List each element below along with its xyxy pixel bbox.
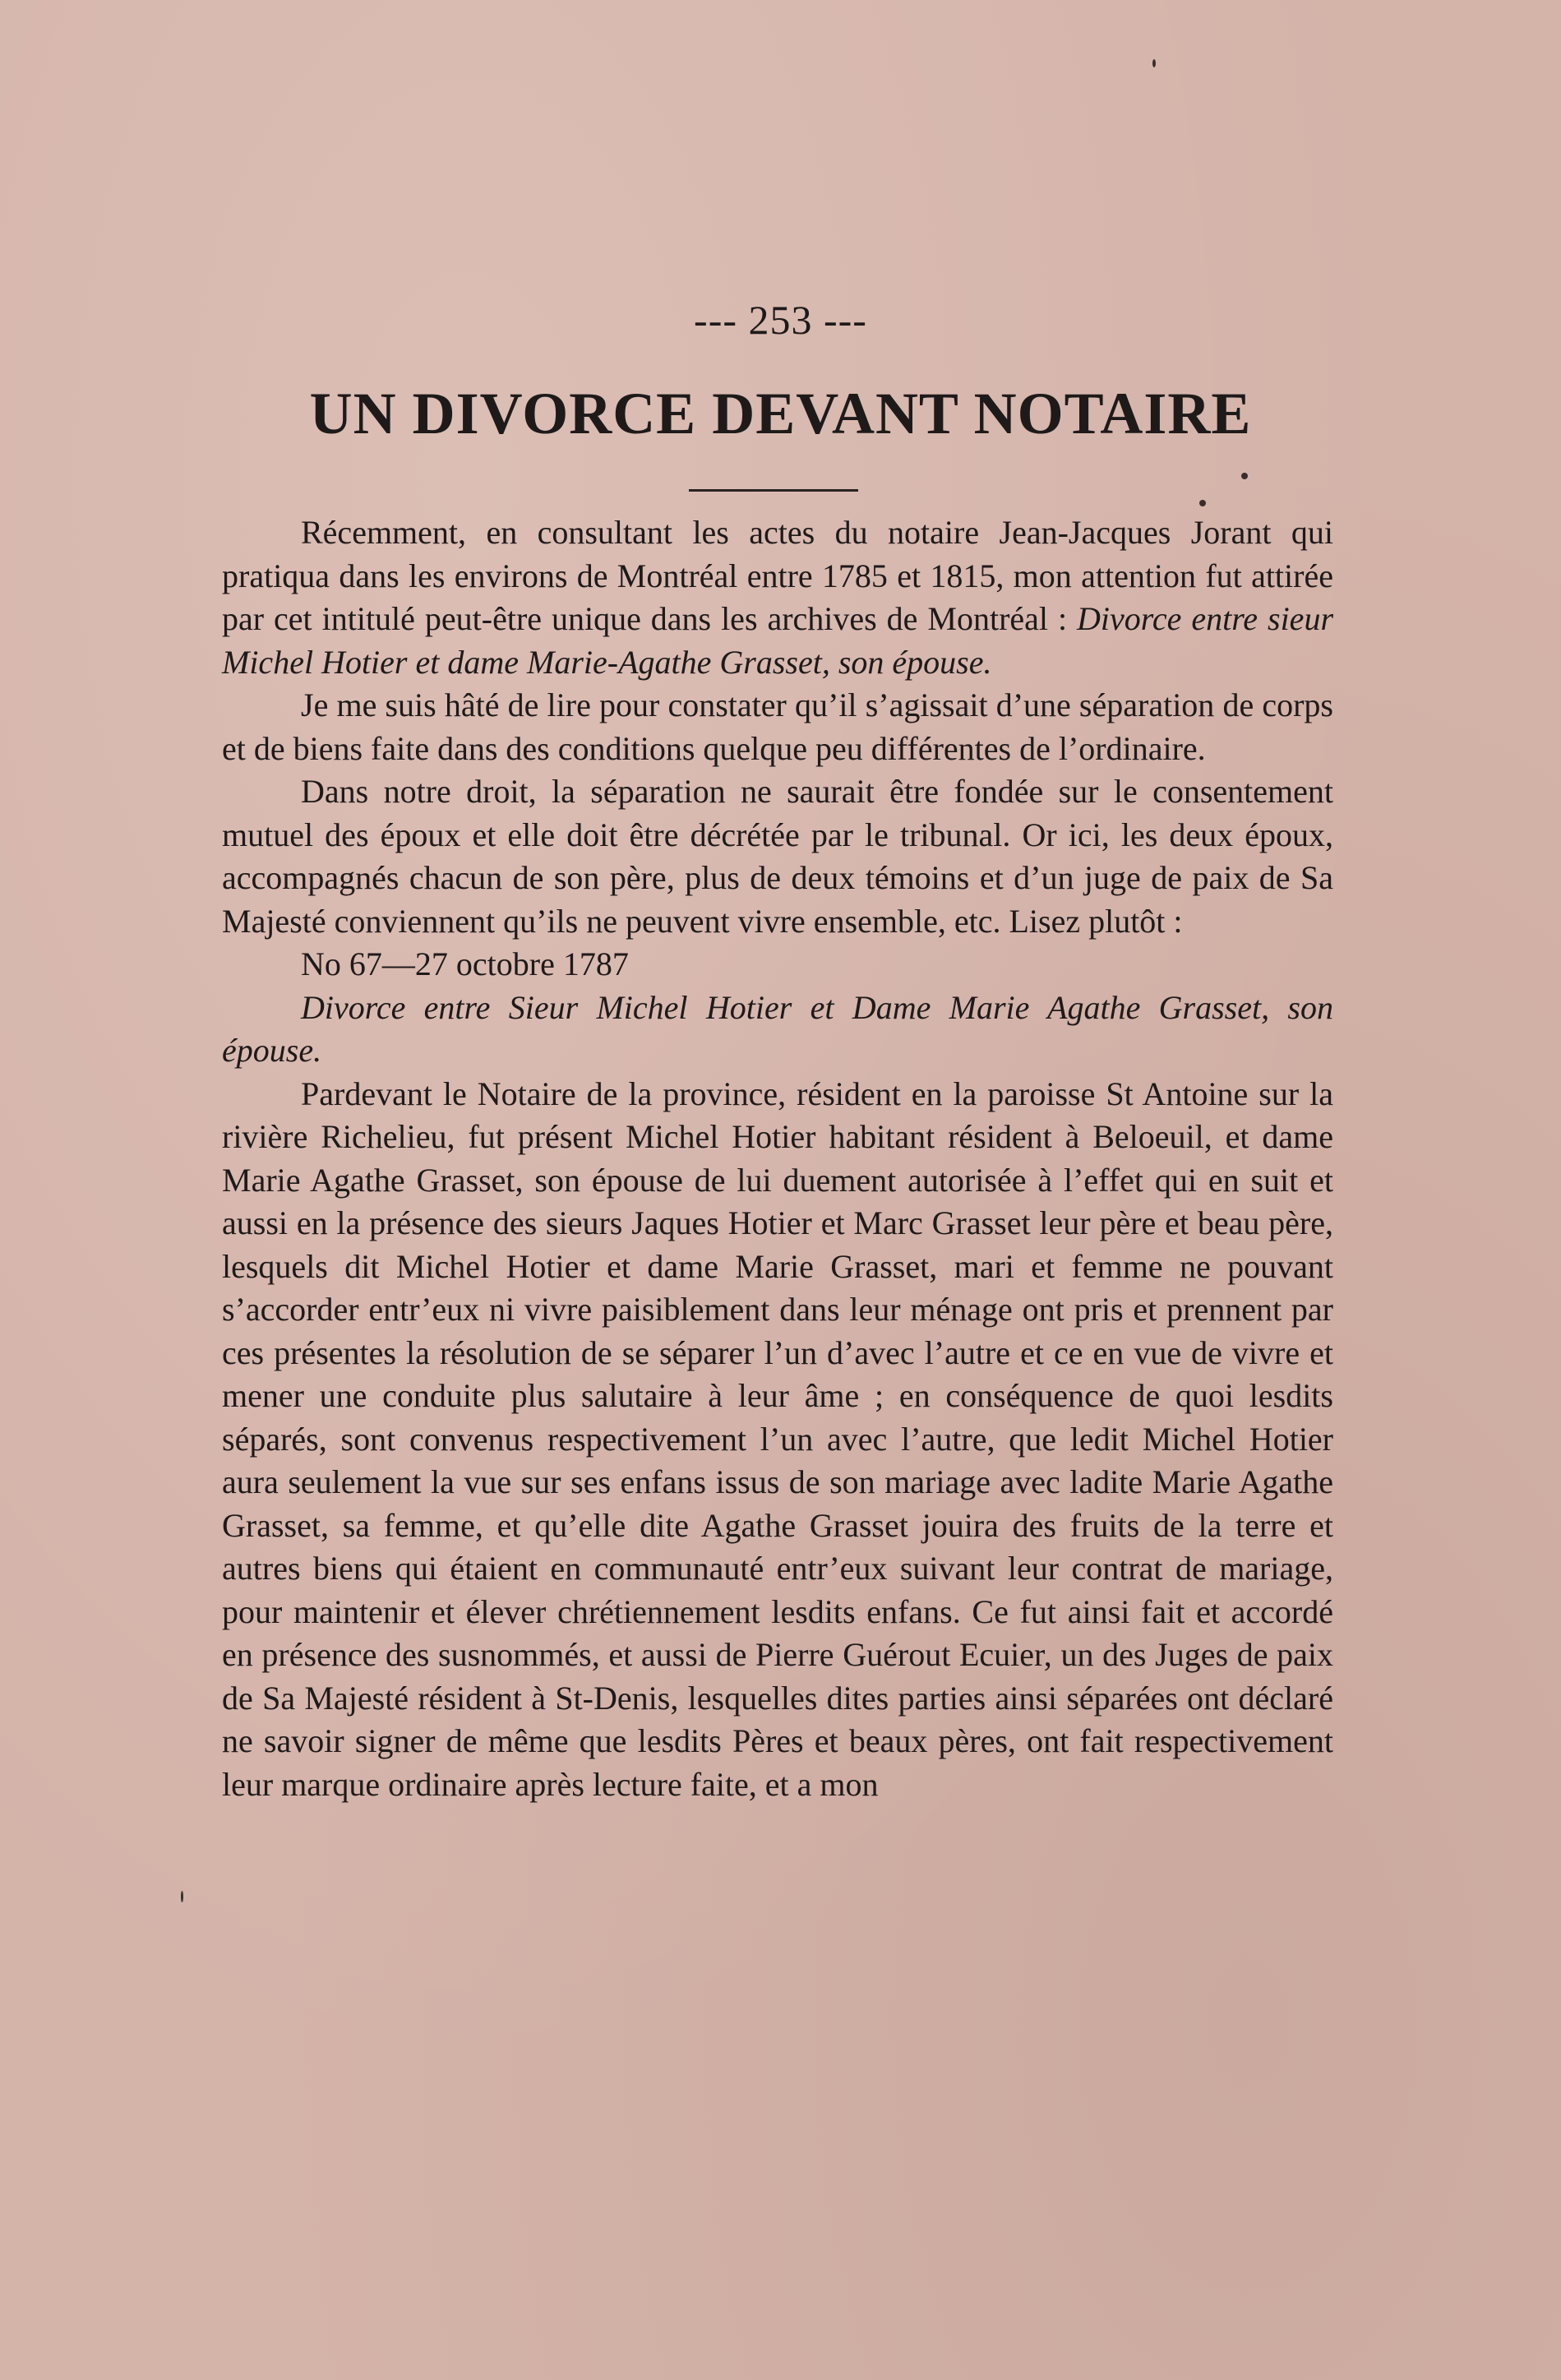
article-body <box>222 511 1333 1806</box>
scan-speck <box>1241 473 1248 479</box>
paragraph-1: Récemment, en consultant les actes du notaire Jean-Jacques Jorant qui pratiqua dans les environs de Montréal entre 1785 et 1815, mon attention fut attirée par cet intitulé peut-être unique dans les archives de Montréal : Divorce entre sieur Michel Hotier et dame Marie-Agathe Grasset, son épouse. <box>222 514 1334 681</box>
paragraph-2: Je me suis hâté de lire pour constater qu’il s’agissait d’une séparation de corps et de biens faite dans des conditions quelque peu différentes de l’ordinaire. <box>222 686 1333 767</box>
act-text: Pardevant le Notaire de la province, résident en la paroisse St Antoine sur la rivière Richelieu, fut présent Michel Hotier habitant résident à Beloeuil, et dame Marie Agathe Grasset, son épouse de lui duement autorisée à l’effet qui en suit et aussi en la présence des sieurs Jaques Hotier et Marc Grasset leur père et beau père, lesquels dit Michel Hotier et dame Marie Grasset, mari et femme ne pouvant s’accorder entr’eux ni vivre paisiblement dans leur ménage ont pris et prennent par ces présentes la résolution de se séparer l’un d’avec l’autre et ce en vue de vivre et mener une conduite plus salutaire à leur âme ; en conséquence de quoi lesdits séparés, sont convenus respectivement l’un avec l’autre, que ledit Michel Hotier aura seulement la vue sur ses enfans issus de son mariage avec ladite Marie Agathe Grasset, sa femme, et qu’elle dite Agathe Grasset jouira des fruits de la terre et autres biens qui étaient en communauté entr’eux suivant leur contrat de mariage, pour maintenir et élever chrétiennement lesdits enfans. Ce fut ainsi fait et accordé en présence des susnommés, et aussi de Pierre Guérout Ecuier, un des Juges de paix de Sa Majesté résident à St-Denis, lesquelles dites parties ainsi séparées ont déclaré ne savoir signer de même que lesdits Pères et beaux pères, ont fait respectivement leur marque ordinaire après lecture faite, et a mon <box>222 1074 1333 1803</box>
scan-speck <box>1199 500 1206 506</box>
page-number: --- 253 --- <box>694 297 867 343</box>
page-title: UN DIVORCE DEVANT NOTAIRE <box>309 381 1252 446</box>
title-divider <box>689 489 858 492</box>
scan-speck <box>1152 59 1156 67</box>
scan-speck <box>181 1891 183 1902</box>
act-title: Divorce entre Sieur Michel Hotier et Dame Marie Agathe Grasset, son épouse. <box>222 988 1333 1069</box>
paragraph-3: Dans notre droit, la séparation ne saurait être fondée sur le consentement mutuel des époux et elle doit être décrétée par le tribunal. Or ici, les deux époux, accompagnés chacun de son père, plus de deux témoins et d’un juge de paix de Sa Majesté conviennent qu’ils ne peuvent vivre ensemble, etc. Lisez plutôt : <box>222 773 1333 940</box>
act-reference: No 67—27 octobre 1787 <box>301 945 629 982</box>
